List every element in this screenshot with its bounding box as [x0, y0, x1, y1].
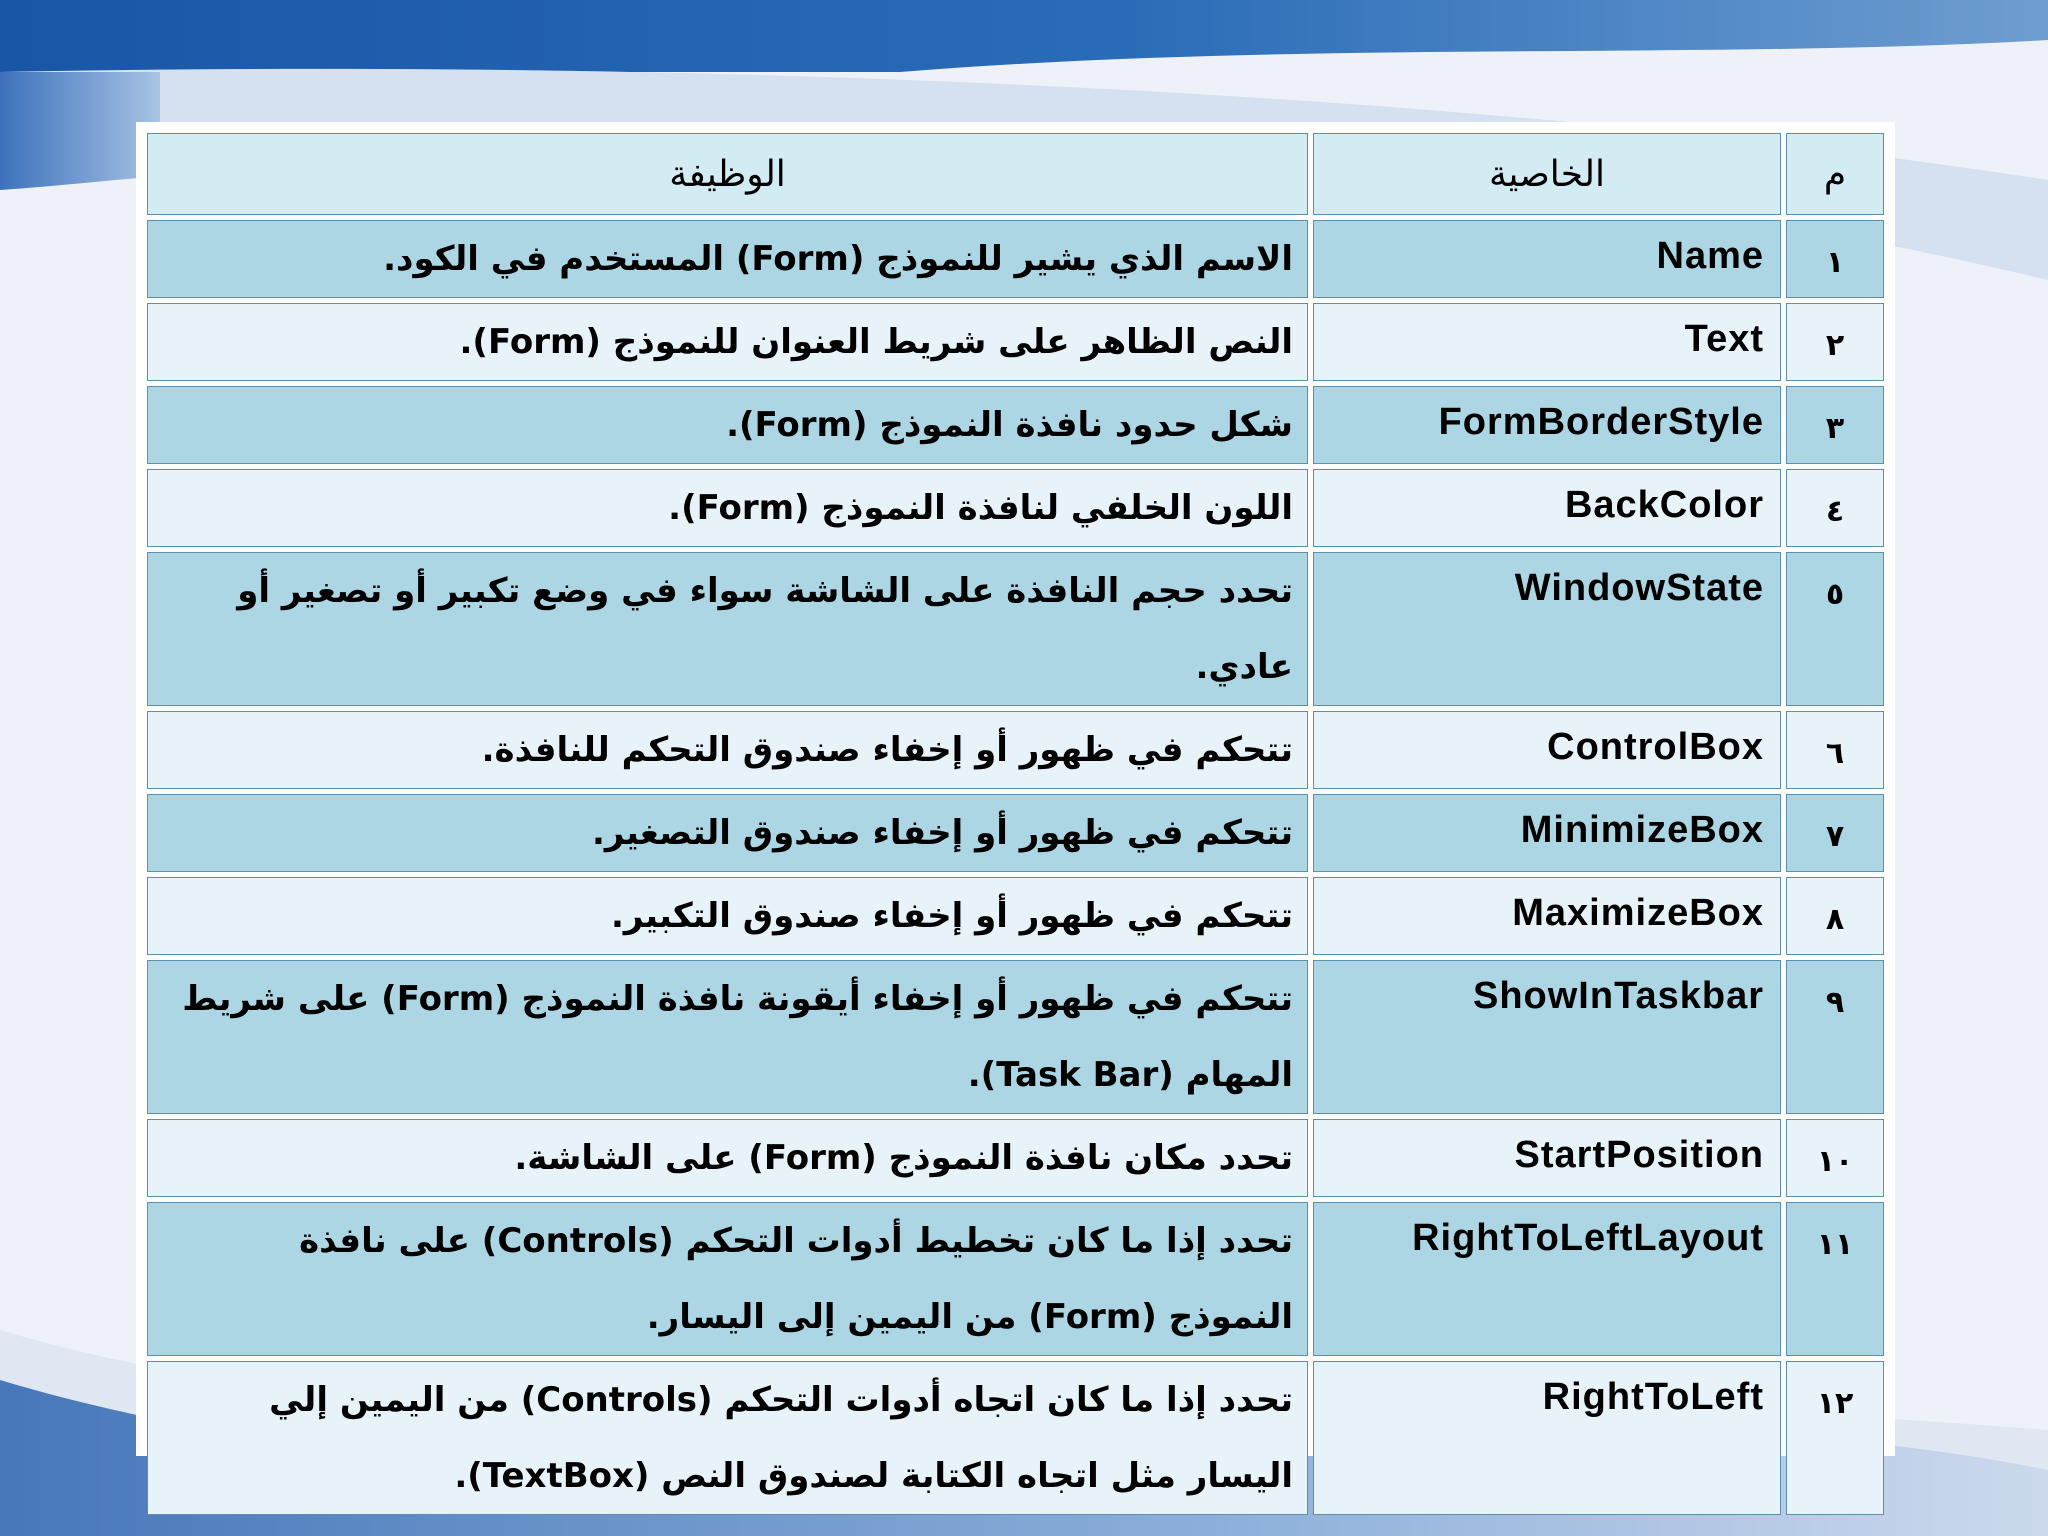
- table-header-row: [147, 133, 1884, 215]
- row-property: WindowState: [1313, 552, 1781, 706]
- row-property: RightToLeftLayout: [1313, 1202, 1781, 1356]
- row-property: FormBorderStyle: [1313, 386, 1781, 464]
- row-property: RightToLeft: [1313, 1361, 1781, 1515]
- row-num: ١١: [1786, 1202, 1884, 1356]
- row-property: ControlBox: [1313, 711, 1781, 789]
- properties-table-frame: [136, 122, 1895, 1496]
- row-num: ٤: [1786, 469, 1884, 547]
- properties-table: [142, 128, 1889, 1520]
- row-num: ٩: [1786, 960, 1884, 1114]
- row-function: تتحكم في ظهور أو إخفاء صندوق التكبير.: [147, 877, 1308, 955]
- row-function: اللون الخلفي لنافذة النموذج (Form).: [147, 469, 1308, 547]
- row-num: ٣: [1786, 386, 1884, 464]
- row-function: تحدد مكان نافذة النموذج (Form) على الشاشة.: [147, 1119, 1308, 1197]
- table-row: [147, 303, 1884, 381]
- row-property: Name: [1313, 220, 1781, 298]
- row-num: ١٢: [1786, 1361, 1884, 1515]
- table-row: [147, 1202, 1884, 1356]
- row-function: تحدد حجم النافذة على الشاشة سواء في وضع تكبير أو تصغير أو عادي.: [147, 552, 1308, 706]
- row-property: Text: [1313, 303, 1781, 381]
- table-row: [147, 220, 1884, 298]
- row-num: ٦: [1786, 711, 1884, 789]
- table-row: [147, 386, 1884, 464]
- row-function: النص الظاهر على شريط العنوان للنموذج (Form).: [147, 303, 1308, 381]
- row-num: ٥: [1786, 552, 1884, 706]
- table-row: [147, 552, 1884, 706]
- table-row: [147, 1361, 1884, 1515]
- row-property: MinimizeBox: [1313, 794, 1781, 872]
- row-function: تتحكم في ظهور أو إخفاء صندوق التحكم للنافذة.: [147, 711, 1308, 789]
- row-function: الاسم الذي يشير للنموذج (Form) المستخدم في الكود.: [147, 220, 1308, 298]
- row-property: StartPosition: [1313, 1119, 1781, 1197]
- row-function: شكل حدود نافذة النموذج (Form).: [147, 386, 1308, 464]
- row-function: تحدد إذا ما كان اتجاه أدوات التحكم (Controls) من اليمين إلي اليسار مثل اتجاه الكتابة لصندوق النص (TextBox).: [147, 1361, 1308, 1515]
- row-num: ٢: [1786, 303, 1884, 381]
- row-property: BackColor: [1313, 469, 1781, 547]
- header-property: الخاصية: [1313, 133, 1781, 215]
- table-row: [147, 469, 1884, 547]
- row-num: ٧: [1786, 794, 1884, 872]
- table-row: [147, 794, 1884, 872]
- row-property: ShowInTaskbar: [1313, 960, 1781, 1114]
- table-row: [147, 711, 1884, 789]
- header-function: الوظيفة: [147, 133, 1308, 215]
- table-row: [147, 1119, 1884, 1197]
- header-num: م: [1786, 133, 1884, 215]
- row-function: تتحكم في ظهور أو إخفاء أيقونة نافذة النموذج (Form) على شريط المهام (Task Bar).: [147, 960, 1308, 1114]
- row-num: ٨: [1786, 877, 1884, 955]
- table-row: [147, 877, 1884, 955]
- row-num: ١: [1786, 220, 1884, 298]
- table-row: [147, 960, 1884, 1114]
- row-property: MaximizeBox: [1313, 877, 1781, 955]
- row-function: تتحكم في ظهور أو إخفاء صندوق التصغير.: [147, 794, 1308, 872]
- row-function: تحدد إذا ما كان تخطيط أدوات التحكم (Controls) على نافذة النموذج (Form) من اليمين إلى اليسار.: [147, 1202, 1308, 1356]
- row-num: ١٠: [1786, 1119, 1884, 1197]
